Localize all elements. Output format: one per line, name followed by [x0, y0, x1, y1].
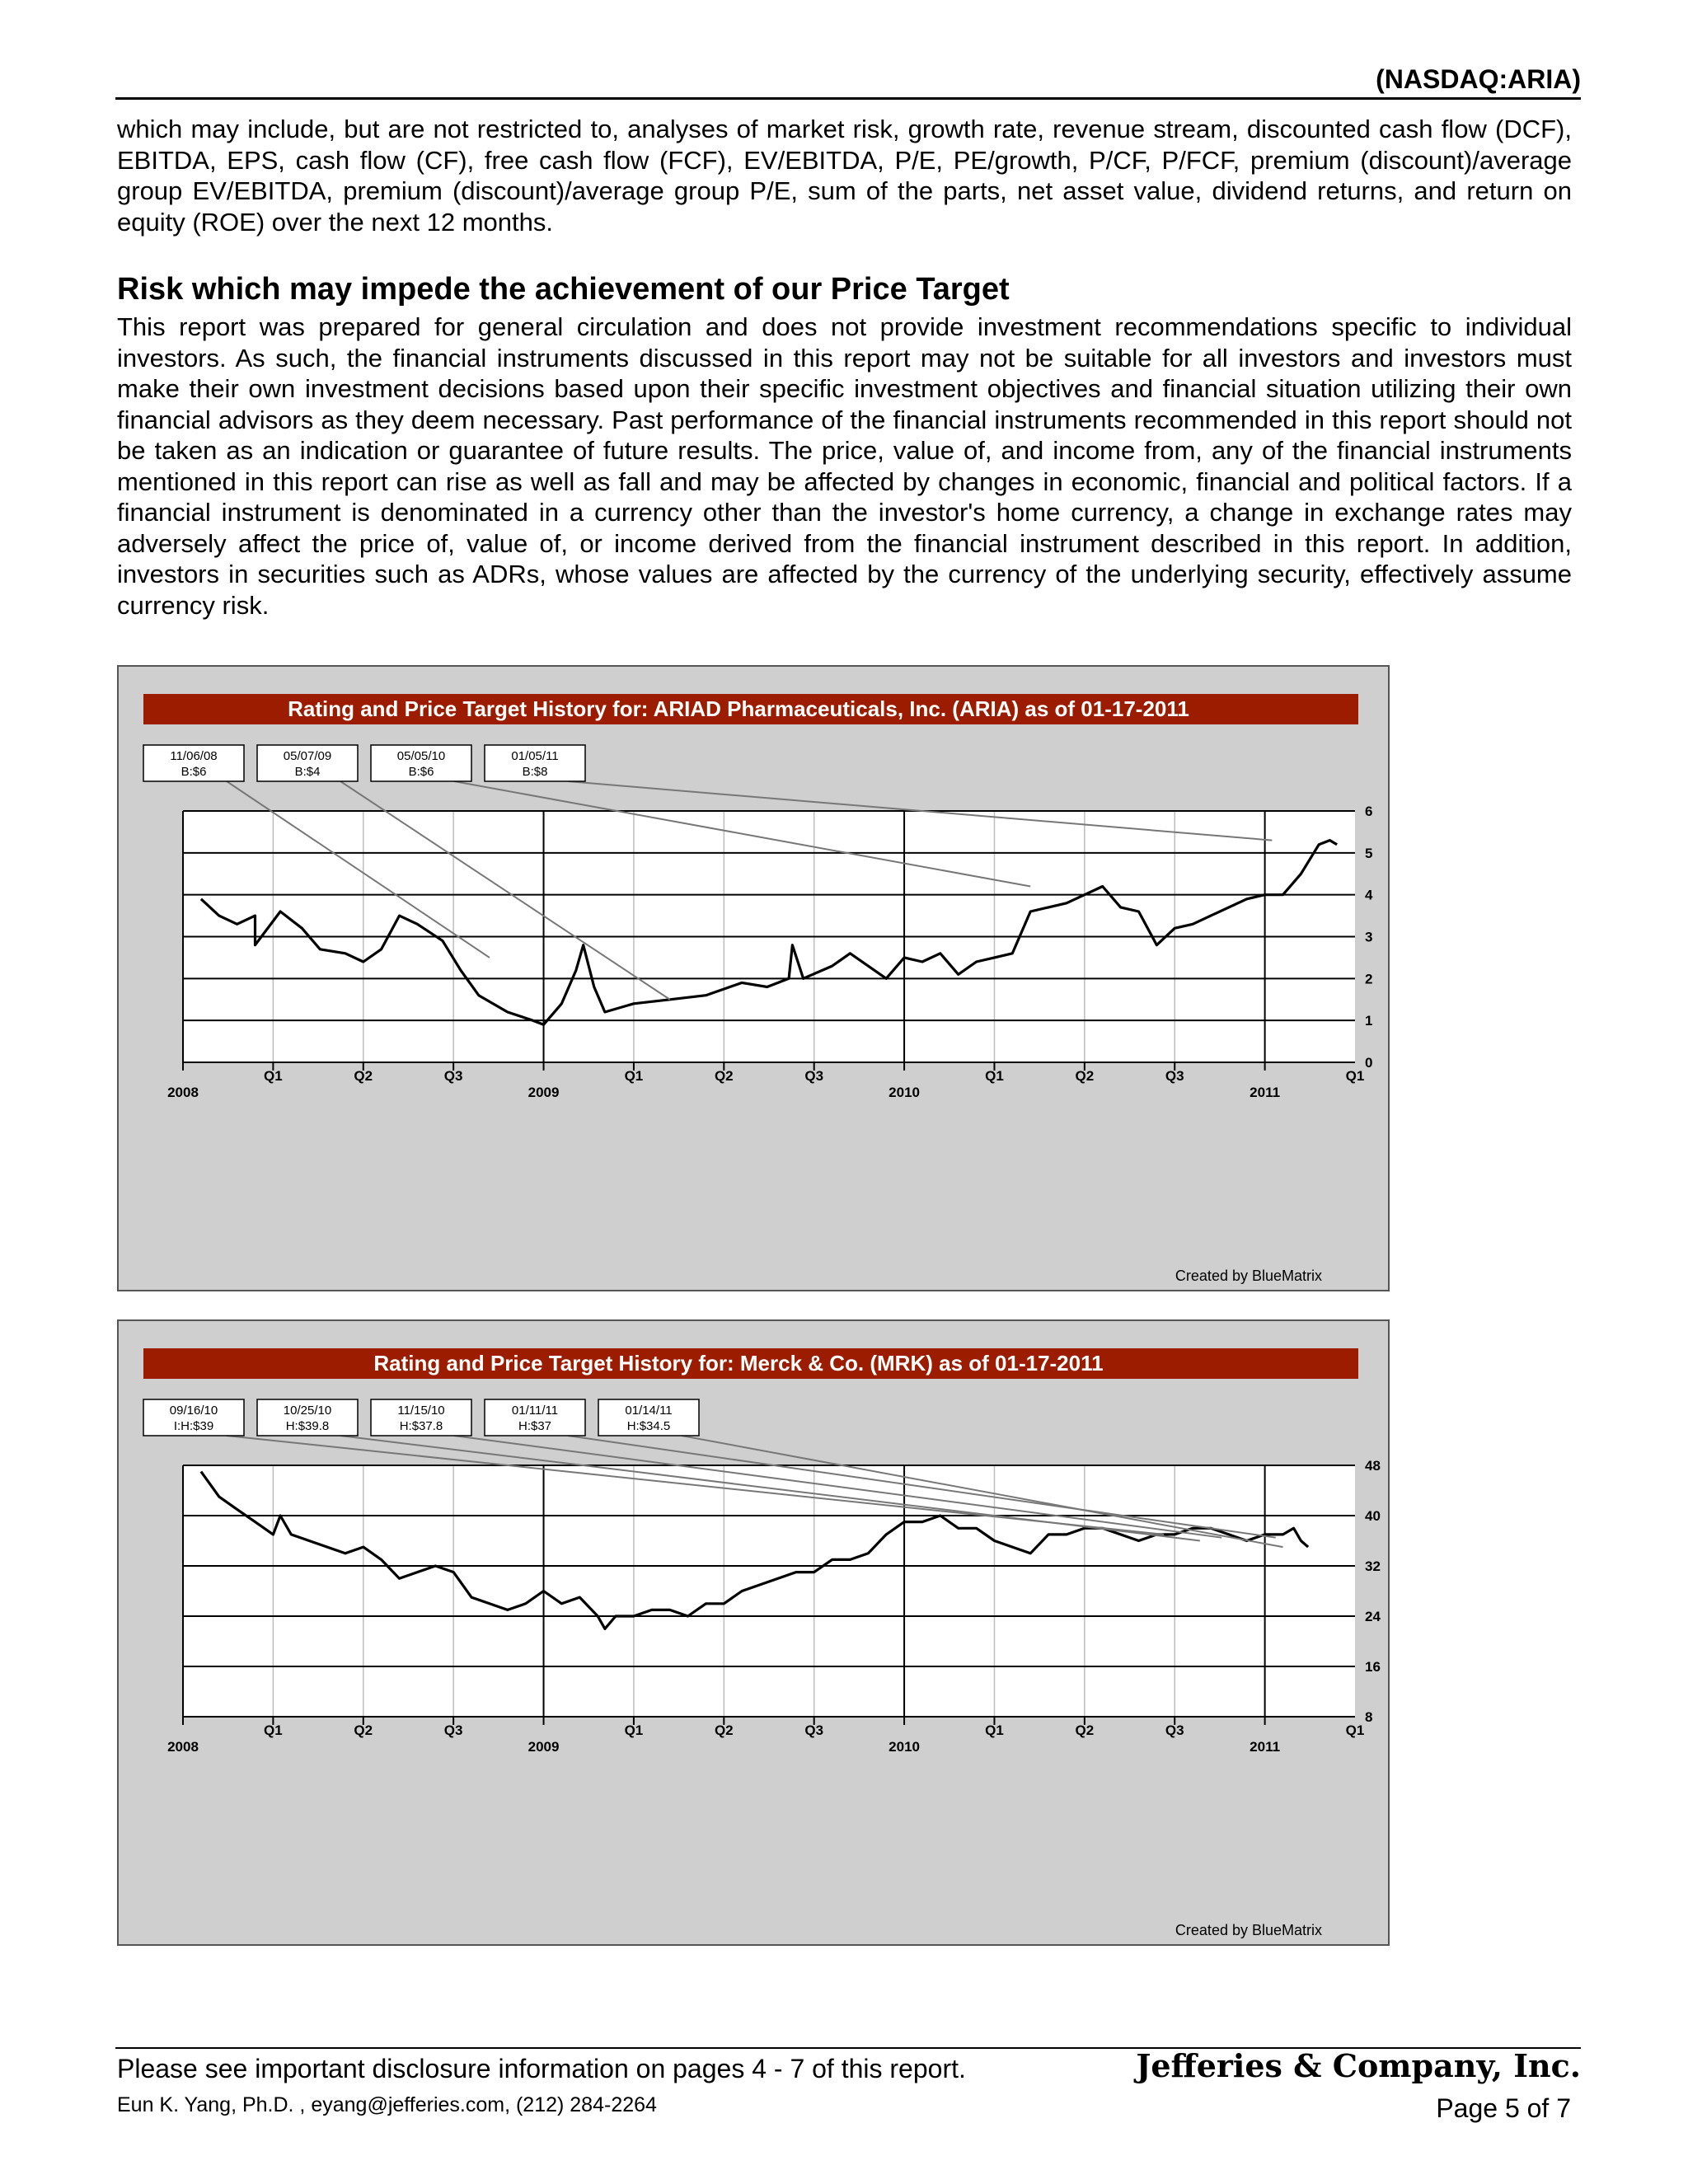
rating-event-label: H:$37 [518, 1419, 552, 1433]
y-tick-label: 0 [1365, 1055, 1373, 1071]
y-tick-label: 4 [1365, 887, 1373, 903]
y-tick-label: 48 [1365, 1458, 1381, 1474]
rating-event-date: 05/05/10 [396, 749, 446, 763]
x-quarter-label: Q1 [1345, 1722, 1365, 1738]
x-year-label: 2009 [528, 1085, 560, 1100]
x-quarter-label: Q3 [804, 1722, 824, 1738]
x-quarter-label: Q2 [354, 1722, 373, 1738]
x-quarter-label: Q2 [714, 1068, 734, 1084]
y-tick-label: 16 [1365, 1659, 1381, 1675]
x-year-label: 2010 [889, 1739, 920, 1755]
rating-event-label: H:$34.5 [626, 1419, 671, 1433]
rating-event-label: B:$6 [181, 765, 207, 779]
x-quarter-label: Q2 [354, 1068, 373, 1084]
x-quarter-label: Q1 [624, 1722, 644, 1738]
x-quarter-label: Q2 [714, 1722, 734, 1738]
x-quarter-label: Q3 [1165, 1068, 1184, 1084]
rating-event-date: 05/07/09 [283, 749, 332, 763]
rating-event-label: I:H:$39 [173, 1419, 214, 1433]
x-quarter-label: Q1 [985, 1068, 1004, 1084]
x-year-label: 2011 [1250, 1739, 1281, 1755]
x-year-label: 2010 [889, 1085, 920, 1100]
aria-chart [117, 665, 1390, 1291]
x-year-label: 2008 [167, 1085, 199, 1100]
chart-credit: Created by BlueMatrix [1175, 1922, 1322, 1938]
plot-area [183, 1465, 1355, 1717]
y-tick-label: 24 [1365, 1609, 1381, 1624]
y-tick-label: 6 [1365, 804, 1373, 819]
rating-event-label: B:$8 [522, 765, 548, 779]
rating-event-date: 01/05/11 [511, 749, 559, 763]
x-quarter-label: Q2 [1075, 1722, 1095, 1738]
chart-title: Rating and Price Target History for: ARIAD Pharmaceuticals, Inc. (ARIA) as of 01-17-2011 [288, 696, 1189, 721]
chart-title: Rating and Price Target History for: Merck & Co. (MRK) as of 01-17-2011 [373, 1351, 1104, 1376]
y-tick-label: 8 [1365, 1709, 1373, 1725]
footer-page-number: Page 5 of 7 [1436, 2093, 1571, 2123]
risk-paragraph: This report was prepared for general circulation and does not provide investment recommendations specific to individual investors. As such, the financial instruments discussed in this report may not be suitable for all investors and investors must make their own investment decisions based upon their specific investment objectives and financial situation utilizing their own financial advisors as they deem necessary. Past performance of the financial instruments recommended in this report should not be taken as an indication or guarantee of future results. The price, value of, and income from, any of the financial instruments mentioned in this report can rise as well as fall and may be affected by changes in economic, financial and political factors. If a financial instrument is denominated in a currency other than the investor's home currency, a change in exchange rates may adversely affect the price of, value of, or income derived from the financial instrument described in this report. In addition, investors in securities such as ADRs, whose values are affected by the currency of the underlying security, effectively assume currency risk. [117, 312, 1572, 620]
x-quarter-label: Q3 [804, 1068, 824, 1084]
rating-event-date: 11/06/08 [170, 749, 218, 763]
ticker-header: (NASDAQ:ARIA) [1376, 64, 1581, 94]
footer-firm-logo: Jefferies & Company, Inc. [1136, 2047, 1581, 2084]
mrk-chart [117, 1319, 1390, 1946]
rating-event-date: 11/15/10 [397, 1404, 445, 1418]
x-year-label: 2011 [1250, 1085, 1281, 1100]
rating-event-date: 01/14/11 [625, 1404, 673, 1418]
x-quarter-label: Q3 [443, 1722, 463, 1738]
x-quarter-label: Q2 [1075, 1068, 1095, 1084]
rating-event-label: H:$39.8 [285, 1419, 330, 1433]
y-tick-label: 2 [1365, 971, 1373, 987]
y-tick-label: 5 [1365, 845, 1373, 861]
risk-heading: Risk which may impede the achievement of our Price Target [117, 272, 1010, 307]
x-quarter-label: Q1 [264, 1068, 283, 1084]
rating-event-label: B:$6 [408, 765, 434, 779]
y-tick-label: 32 [1365, 1558, 1381, 1574]
x-quarter-label: Q1 [1345, 1068, 1365, 1084]
chart-credit: Created by BlueMatrix [1175, 1268, 1322, 1284]
rating-event-label: H:$37.8 [399, 1419, 443, 1433]
x-quarter-label: Q1 [624, 1068, 644, 1084]
header-rule [115, 97, 1581, 100]
footer-disclosure: Please see important disclosure information on pages 4 - 7 of this report. [117, 2054, 966, 2083]
aria-chart-svg [119, 667, 1391, 1293]
x-quarter-label: Q1 [264, 1722, 283, 1738]
x-year-label: 2009 [528, 1739, 560, 1755]
mrk-chart-svg [119, 1321, 1391, 1947]
x-quarter-label: Q1 [985, 1722, 1004, 1738]
rating-event-date: 09/16/10 [169, 1404, 218, 1418]
y-tick-label: 3 [1365, 929, 1373, 945]
x-year-label: 2008 [167, 1739, 199, 1755]
x-quarter-label: Q3 [443, 1068, 463, 1084]
y-tick-label: 40 [1365, 1508, 1381, 1524]
rating-event-date: 01/11/11 [511, 1404, 559, 1418]
x-quarter-label: Q3 [1165, 1722, 1184, 1738]
rating-event-label: B:$4 [294, 765, 321, 779]
y-tick-label: 1 [1365, 1013, 1373, 1029]
rating-event-date: 10/25/10 [283, 1404, 332, 1418]
footer-author: Eun K. Yang, Ph.D. , eyang@jefferies.com, (212) 284-2264 [117, 2093, 657, 2116]
intro-paragraph: which may include, but are not restricted to, analyses of market risk, growth rate, revenue stream, discounted cash flow (DCF), EBITDA, EPS, cash flow (CF), free cash flow (FCF), EV/EBITDA, P/E, PE/growth, P/CF, P/FCF, premium (discount)/average group EV/EBITDA, premium (discount)/average group P/E, sum of the parts, net asset value, dividend returns, and return on equity (ROE) over the next 12 months. [117, 115, 1572, 237]
